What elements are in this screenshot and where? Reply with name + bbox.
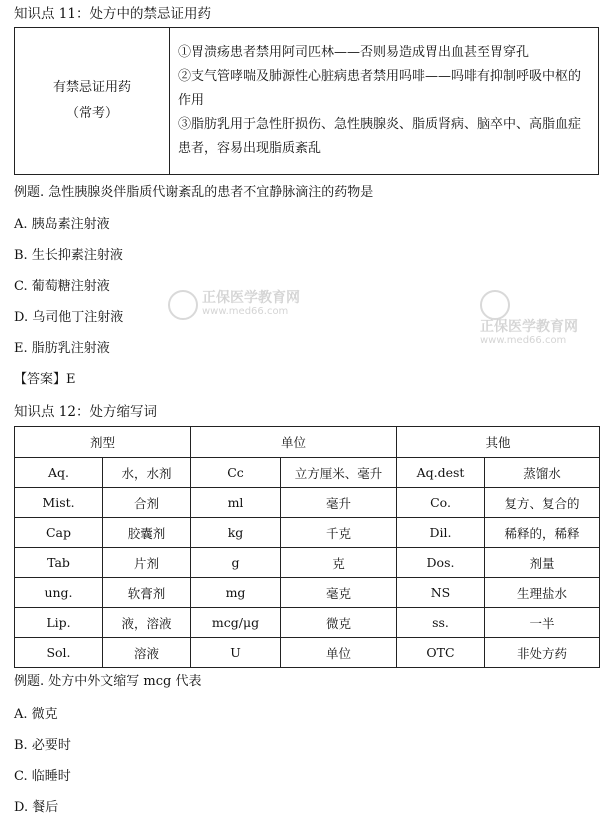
category-title: 有禁忌证用药 <box>52 80 131 95</box>
table-cell: Mist. <box>15 488 103 518</box>
table-cell: Dos. <box>397 548 485 578</box>
question-1-option-c: C. 葡萄糖注射液 <box>14 279 110 294</box>
table-cell: 非处方药 <box>485 638 600 668</box>
question-1-option-d: D. 乌司他丁注射液 <box>14 310 124 325</box>
table-cell: ml <box>191 488 281 518</box>
contraindication-item: ①胃溃疡患者禁用阿司匹林——否则易造成胃出血甚至胃穿孔 <box>178 45 530 60</box>
table-cell: NS <box>397 578 485 608</box>
table-cell: 千克 <box>281 518 397 548</box>
contraindication-category-cell <box>15 28 170 175</box>
contraindication-item: ②支气管哮喘及肺源性心脏病患者禁用吗啡——吗啡有抑制呼吸中枢的作用 <box>178 69 582 108</box>
table-cell: 液，溶液 <box>103 608 191 638</box>
table-cell: Sol. <box>15 638 103 668</box>
table-cell: 胶囊剂 <box>103 518 191 548</box>
watermark-url: www.med66.com <box>202 306 289 317</box>
table-cell: g <box>191 548 281 578</box>
table-cell: Cap <box>15 518 103 548</box>
table-cell: 剂量 <box>485 548 600 578</box>
question-2-option-a: A. 微克 <box>14 707 58 722</box>
table-cell: 单位 <box>281 638 397 668</box>
table-cell: Cc <box>191 458 281 488</box>
table-cell: Aq. <box>15 458 103 488</box>
watermark-logo-icon <box>480 290 510 320</box>
table-cell: 复方、复合的 <box>485 488 600 518</box>
table-cell: Aq.dest <box>397 458 485 488</box>
table-row <box>15 518 600 548</box>
table-cell: 蒸馏水 <box>485 458 600 488</box>
watermark-name: 正保医学教育网 <box>202 290 300 306</box>
table-cell: 毫升 <box>281 488 397 518</box>
table-cell: 水，水剂 <box>103 458 191 488</box>
table-cell: U <box>191 638 281 668</box>
table-cell: kg <box>191 518 281 548</box>
table-cell: Tab <box>15 548 103 578</box>
header-unit: 单位 <box>191 427 397 458</box>
table-cell: mg <box>191 578 281 608</box>
watermark <box>168 290 300 320</box>
table-cell: 微克 <box>281 608 397 638</box>
question-1-option-b: B. 生长抑素注射液 <box>14 248 123 263</box>
table-row <box>15 578 600 608</box>
table-cell: Dil. <box>397 518 485 548</box>
question-1-option-a: A. 胰岛素注射液 <box>14 217 110 232</box>
table-cell: 软膏剂 <box>103 578 191 608</box>
contraindication-item: ③脂肪乳用于急性肝损伤、急性胰腺炎、脂质肾病、脑卒中、高脂血症患者，容易出现脂质紊乱 <box>178 117 582 156</box>
table-row <box>15 638 600 668</box>
category-note: （常考） <box>65 106 118 121</box>
question-1-answer: 【答案】E <box>14 372 76 387</box>
table-cell: mcg/μg <box>191 608 281 638</box>
question-2-option-c: C. 临睡时 <box>14 769 71 784</box>
table-cell: Lip. <box>15 608 103 638</box>
question-2-option-b: B. 必要时 <box>14 738 71 753</box>
table-cell: 一半 <box>485 608 600 638</box>
question-1-stem: 例题. 急性胰腺炎伴脂质代谢紊乱的患者不宜静脉滴注的药物是 <box>14 185 374 200</box>
question-2-stem: 例题. 处方中外文缩写 mcg 代表 <box>14 674 202 689</box>
table-cell: Co. <box>397 488 485 518</box>
table-cell: 生理盐水 <box>485 578 600 608</box>
abbreviation-table <box>14 426 600 668</box>
table-cell: 片剂 <box>103 548 191 578</box>
table-row <box>15 488 600 518</box>
table-cell: 克 <box>281 548 397 578</box>
table-row <box>15 608 600 638</box>
table-cell: 溶液 <box>103 638 191 668</box>
header-other: 其他 <box>397 427 600 458</box>
table-cell: ss. <box>397 608 485 638</box>
section-11-heading: 知识点 11：处方中的禁忌证用药 <box>14 6 211 22</box>
question-1-option-e: E. 脂肪乳注射液 <box>14 341 110 356</box>
contraindication-items-cell <box>170 28 599 175</box>
watermark <box>480 290 611 348</box>
table-cell: ung. <box>15 578 103 608</box>
header-dosage-form: 剂型 <box>15 427 191 458</box>
table-row <box>15 458 600 488</box>
table-row <box>15 548 600 578</box>
table-cell: 毫克 <box>281 578 397 608</box>
watermark-name: 正保医学教育网 <box>480 319 578 335</box>
question-2-option-d: D. 餐后 <box>14 800 59 815</box>
table-cell: 合剂 <box>103 488 191 518</box>
contraindication-table <box>14 27 599 175</box>
table-cell: 稀释的，稀释 <box>485 518 600 548</box>
section-12-heading: 知识点 12：处方缩写词 <box>14 404 157 420</box>
abbreviation-header-row <box>15 427 600 458</box>
watermark-url: www.med66.com <box>480 335 567 346</box>
watermark-logo-icon <box>168 290 198 320</box>
table-cell: OTC <box>397 638 485 668</box>
table-cell: 立方厘米、毫升 <box>281 458 397 488</box>
